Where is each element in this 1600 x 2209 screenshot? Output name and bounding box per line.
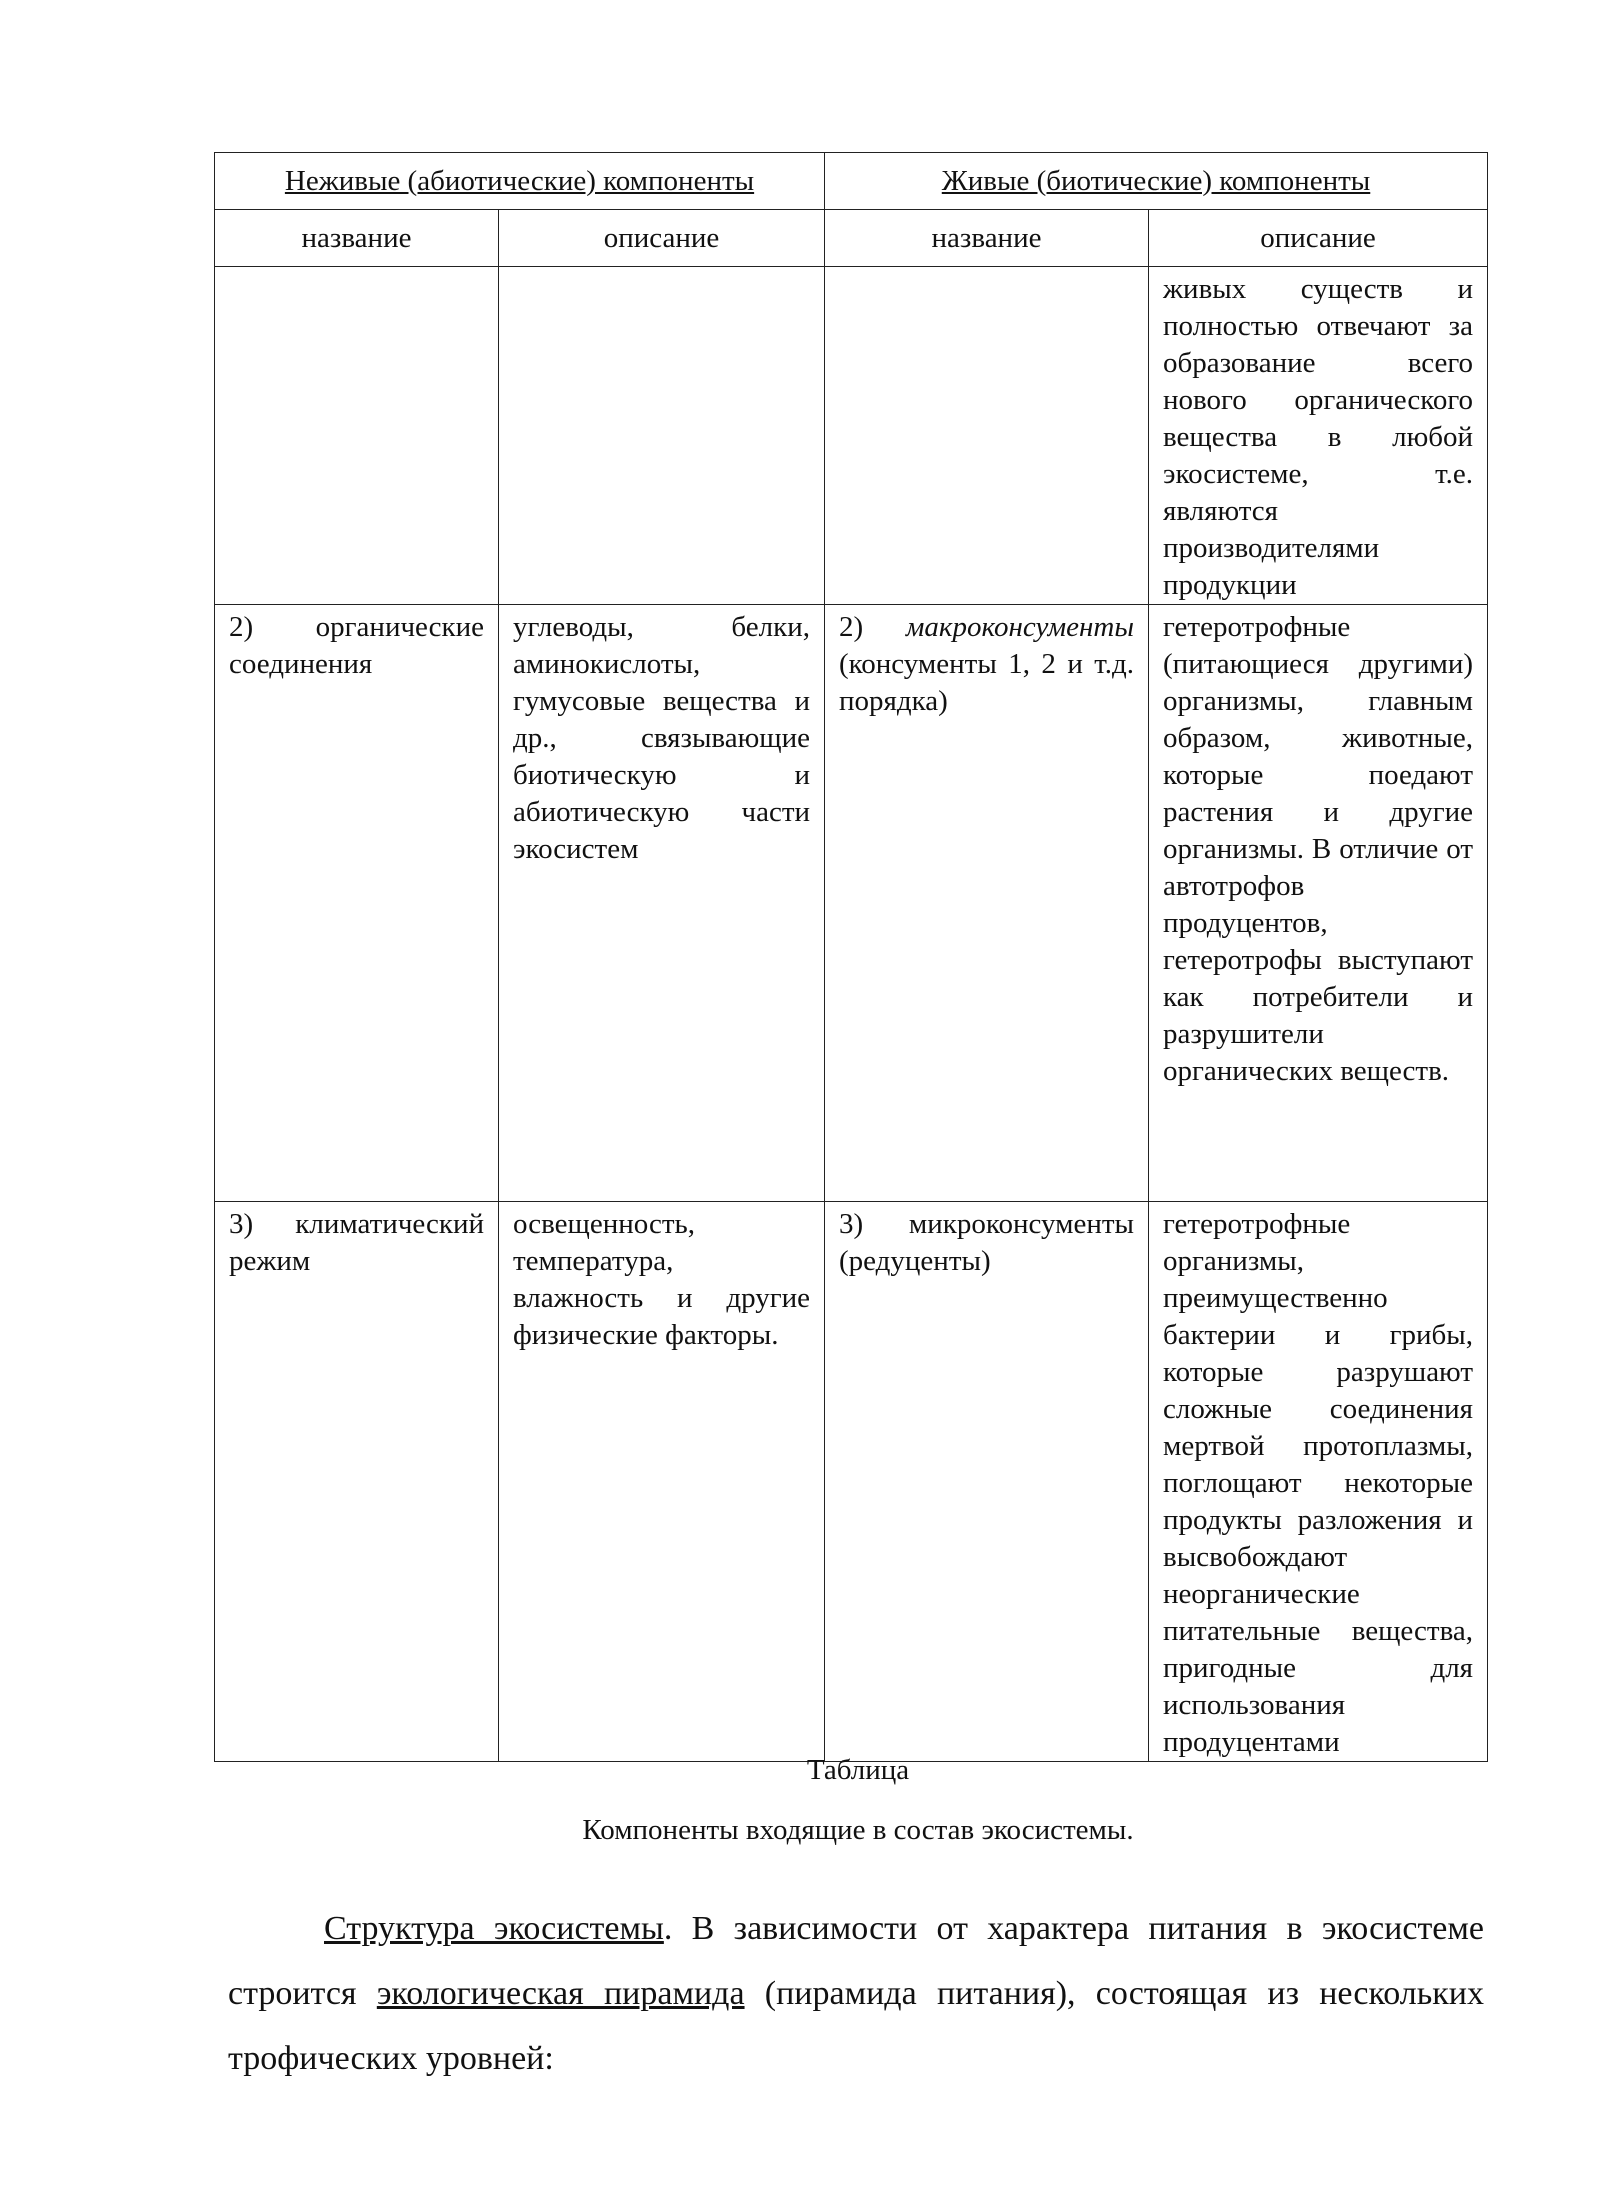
abiotic-desc-header: описание — [499, 210, 825, 267]
biotic-group-header: Живые (биотические) компоненты — [825, 153, 1488, 210]
abiotic-name: 2) органические соединения — [229, 611, 484, 680]
table-cell — [215, 267, 499, 605]
term-ecosystem-structure: Структура экосистемы — [324, 1910, 664, 1947]
paragraph-text-1: . В зависимости от характера питания в экосистеме строится — [228, 1910, 1485, 2012]
abiotic-name-header: название — [215, 210, 499, 267]
table-row — [215, 267, 1488, 605]
table-group-header-row — [215, 153, 1488, 210]
abiotic-group-header: Неживые (абиотические) компоненты — [215, 153, 825, 210]
biotic-desc: гетеротрофные организмы, преимущественно бактерии и грибы, которые разрушают сложные соединения мертвой протоплазмы, поглощают некоторые продукты разложения и высвобождают неорганические питательные вещества, пригодные для использования продуцентами — [1163, 1208, 1474, 1758]
abiotic-name: 3) климатический режим — [229, 1208, 484, 1277]
biotic-name-num: 2) — [839, 611, 906, 643]
biotic-name-em: макроконсументы — [905, 611, 1135, 643]
table-cell — [215, 1202, 499, 1762]
biotic-name-rest: микроконсументы (редуценты) — [839, 1208, 1135, 1277]
table-caption-title: Компоненты входящие в состав экосистемы. — [582, 1814, 1134, 1846]
abiotic-desc — [499, 267, 824, 271]
biotic-desc: гетеротрофные (питающиеся другими) организмы, главным образом, животные, которые поедают растения и другие организмы. В отличие от автотрофов продуцентов, гетеротрофы выступают как потребители и разрушители органических веществ. — [1163, 611, 1474, 1087]
table-cell — [499, 267, 825, 605]
biotic-name — [825, 267, 1148, 271]
table-cell — [1149, 267, 1488, 605]
abiotic-desc: углеводы, белки, аминокислоты, гумусовые вещества и др., связывающие биотическую и абиотическую части экосистем — [513, 611, 811, 865]
biotic-desc: живых существ и полностью отвечают за образование всего нового органического вещества в любой экосистеме, т.е. являются производителями продукции — [1163, 273, 1474, 601]
biotic-name-num: 3) — [839, 1208, 909, 1240]
table-cell — [825, 1202, 1149, 1762]
table-cell — [825, 267, 1149, 605]
table-cell — [499, 605, 825, 1202]
biotic-name-header: название — [825, 210, 1149, 267]
table-caption-label: Таблица — [806, 1754, 910, 1786]
table-cell — [1149, 605, 1488, 1202]
biotic-name-rest: (консументы 1, 2 и т.д. порядка) — [839, 648, 1135, 717]
abiotic-name — [215, 267, 498, 271]
table-row — [215, 1202, 1488, 1762]
abiotic-desc: освещенность, температура, влажность и другие физические факторы. — [513, 1208, 811, 1351]
biotic-desc-header: описание — [1149, 210, 1488, 267]
table-cell — [215, 605, 499, 1202]
table-cell — [499, 1202, 825, 1762]
term-ecological-pyramid: экологическая пирамида — [376, 1975, 745, 2012]
ecosystem-components-table — [214, 152, 1488, 1762]
table-sub-header-row — [215, 210, 1488, 267]
biotic-name — [825, 605, 1148, 720]
paragraph-text-2: (пирамида питания), состоящая из нескольких трофических уровней: — [228, 1975, 1484, 2077]
table-cell — [825, 605, 1149, 1202]
table-row — [215, 605, 1488, 1202]
table-cell — [1149, 1202, 1488, 1762]
biotic-name — [825, 1202, 1148, 1280]
body-paragraph — [228, 1896, 1484, 2091]
